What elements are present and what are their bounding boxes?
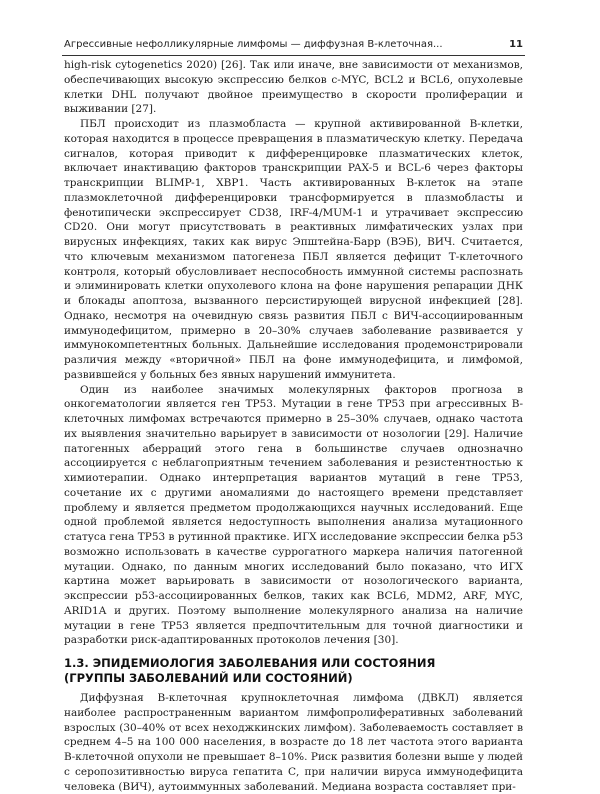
paragraph-continuation: high-risk cytogenetics 2020) [26]. Так или иначе, вне зависимости от механизмов, обеспечивающих высокую экспрессию белков с-MYC, BCL2 и BCL6, опухолевые клетки DHL получают двойное преимущество в скорости пролиферации и выживании [27]. xyxy=(64,59,523,116)
section-heading-line-1: 1.3. ЭПИДЕМИОЛОГИЯ ЗАБОЛЕВАНИЯ ИЛИ СОСТОЯНИЯ xyxy=(64,656,436,670)
page-number: 11 xyxy=(509,39,523,50)
body-text xyxy=(64,58,523,794)
paragraph-dlbcl-intro: Диффузная В-клеточная крупноклеточная лимфома (ДВКЛ) является наиболее распространенным вариантом лимфопролиферативных заболеваний взрослых (30–40% от всех неходжкинских лимфом). Заболеваемость составляет в среднем 4–5 на 100 000 населения, в возрасте до 18 лет частота этого варианта В-клеточной опухоли не превышает 8–10%. Риск развития болезни выше у людей с серопозитивностью вируса гепатита С, при наличии вируса иммунодефицита человека (ВИЧ), аутоиммунных заболеваний. Медиана возраста составляет при- xyxy=(64,692,523,793)
paragraph-pbl: ПБЛ происходит из плазмобласта — крупной активированной В-клетки, которая находится в процессе превращения в плазматическую клетку. Передача сигналов, которая приводит к дифференцировке плазматических клеток, включает инактивацию факторов транскрипции PAX-5 и BCL-6 через факторы транскрипции BLIMP-1, XBP1. Часть активированных В-клеток на этапе плазмоклеточной дифференцировки трансформируется в плазмобласты и фенотипически экспрессирует CD38, IRF-4/MUM-1 и утрачивает экспрессию CD20. Они могут присутствовать в реактивных лимфатических узлах при вирусных инфекциях, таких как вирус Эпштейна-Барр (ВЭБ), ВИЧ. Считается, что ключевым механизмом патогенеза ПБЛ является дефицит Т-клеточного контроля, который обусловливает неспособность иммунной системы распознать и элиминировать клетки опухолевого клона на фоне нарушения репарации ДНК и блокады апоптоза, вызванного персистирующей вирусной инфекцией [28]. Однако, несмотря на очевидную связь развития ПБЛ с ВИЧ-ассоциированным иммунодефицитом, примерно в 20–30% случаев заболевание развивается у иммунокомпетентных больных. Дальнейшие исследования продемонстрировали различия между «вторичной» ПБЛ на фоне иммунодефицита, и лимфомой, развившейся у больных без явных нарушений иммунитета. xyxy=(64,118,523,381)
section-heading-line-2: (ГРУППЫ ЗАБОЛЕВАНИЙ ИЛИ СОСТОЯНИЙ) xyxy=(64,671,353,685)
section-heading xyxy=(64,656,523,686)
running-title: Агрессивные нефолликулярные лимфомы — диффузная В-клеточная... xyxy=(64,39,443,50)
running-header xyxy=(62,39,525,55)
header-rule xyxy=(62,55,525,56)
paragraph-tp53: Один из наиболее значимых молекулярных факторов прогноза в онкогематологии является ген TP53. Мутации в гене TP53 при агрессивных В-клеточных лимфомах встречаются примерно в 25–30% случаев, однако частота их выявления значительно варьирует в зависимости от нозологии [29]. Наличие патогенных аберраций этого гена в большинстве случаев однозначно ассоциируется с неблагоприятным течением заболевания и резистентностью к химиотерапии. Однако интерпретация вариантов мутаций в гене TP53, сочетание их с другими аномалиями до настоящего времени представляет проблему и является предметом продолжающихся научных исследований. Еще одной проблемой является недоступность выполнения анализа мутационного статуса гена TP53 в рутинной практике. ИГХ исследование экспрессии белка p53 возможно использовать в качестве суррогатного маркера наличия патогенной мутации. Однако, по данным многих исследований было показано, что ИГХ картина может варьировать в зависимости от нозологического варианта, экспрессии p53-ассоциированных белков, таких как BCL6, MDM2, ARF, MYC, ARID1A и других. Поэтому выполнение молекулярного анализа на наличие мутации в гене TP53 является предпочтительным для точной диагностики и разработки риск-адаптированных протоколов лечения [30]. xyxy=(64,383,523,647)
